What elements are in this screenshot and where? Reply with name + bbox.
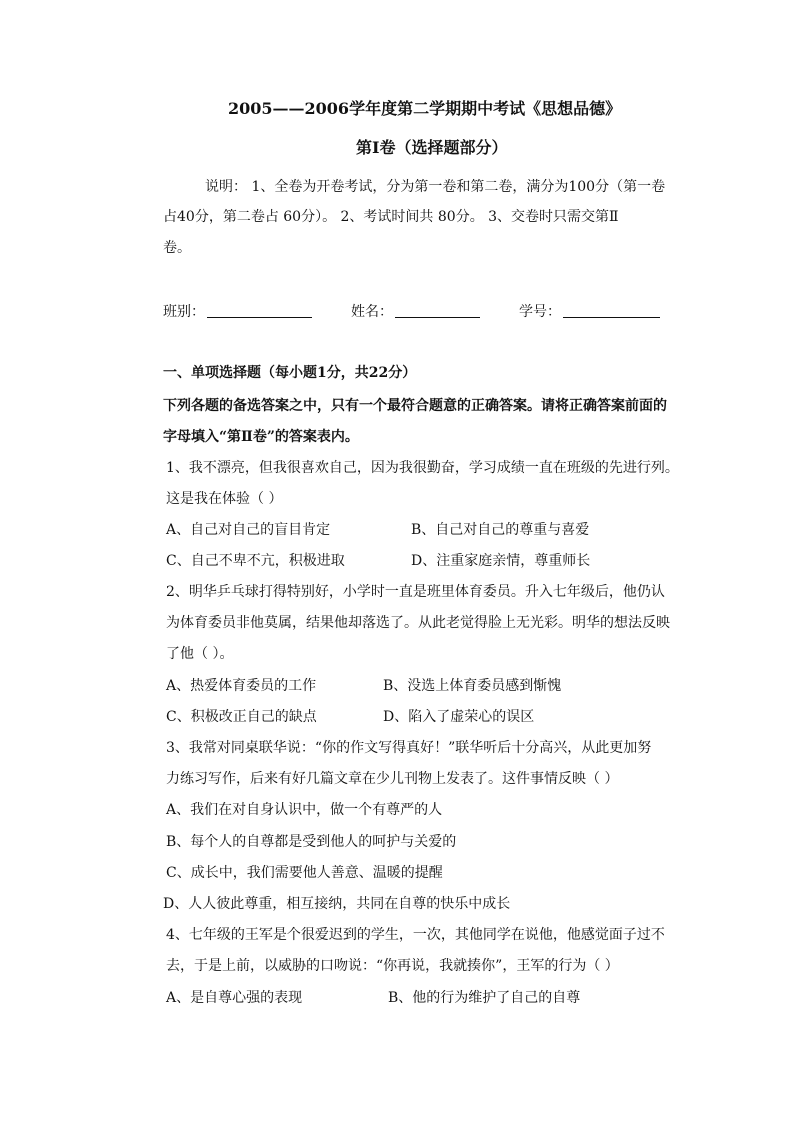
q2-option-b: B、没选上体育委员感到惭愧 [383, 678, 562, 694]
q2-stem-line-3: 了他（ ）。 [166, 646, 234, 662]
instructions-line-2: 占40分，第二卷占 60分）。 2、考试时间共 80分。 3、交卷时只需交第Ⅱ [163, 209, 619, 225]
name-field [351, 303, 480, 321]
q2-option-a: A、热爱体育委员的工作 [166, 678, 317, 694]
q2-stem-line-1: 2、明华乒乓球打得特别好，小学时一直是班里体育委员。升入七年级后，他仍认 [166, 584, 665, 600]
name-label: 姓名： [351, 304, 393, 320]
section-heading: 一、单项选择题（每小题1分，共22分） [163, 365, 417, 381]
q3-option-b: B、每个人的自尊都是受到他人的呵护与关爱的 [166, 834, 457, 850]
class-blank[interactable] [207, 303, 312, 318]
q4-option-b: B、他的行为维护了自己的自尊 [388, 990, 581, 1006]
q3-option-a: A、我们在对自身认识中，做一个有尊严的人 [166, 802, 443, 818]
q1-option-c: C、自己不卑不亢，积极进取 [166, 553, 345, 569]
q3-option-c: C、成长中，我们需要他人善意、温暖的提醒 [166, 865, 443, 881]
class-field [163, 303, 312, 321]
q1-option-d: D、注重家庭亲情，尊重师长 [411, 553, 591, 569]
exam-title: 2005——2006学年度第二学期期中考试《思想品德》 [228, 99, 622, 118]
q4-stem-line-1: 4、七年级的王军是个很爱迟到的学生，一次，其他同学在说他，他感觉面子过不 [166, 927, 665, 943]
q3-stem-line-1: 3、我常对同桌联华说：“你的作文写得真好！”联华听后十分高兴，从此更加努 [166, 740, 652, 756]
section-directions-line-1: 下列各题的备选答案之中，只有一个最符合题意的正确答案。请将正确答案前面的 [163, 398, 667, 414]
instructions-line-3: 卷。 [163, 240, 191, 256]
q4-option-a: A、是自尊心强的表现 [166, 990, 303, 1006]
q1-option-a: A、自己对自己的盲目肯定 [166, 522, 331, 538]
q3-option-d: D、人人彼此尊重，相互接纳，共同在自尊的快乐中成长 [163, 896, 511, 912]
section-directions-line-2: 字母填入“第Ⅱ卷”的答案表内。 [163, 429, 359, 445]
q2-option-d: D、陷入了虚荣心的误区 [383, 709, 535, 725]
student-id-field [519, 303, 660, 321]
q2-option-c: C、积极改正自己的缺点 [166, 709, 317, 725]
q1-stem-line-1: 1、我不漂亮，但我很喜欢自己，因为我很勤奋，学习成绩一直在班级的先进行列。 [166, 460, 679, 476]
q4-stem-line-2: 去，于是上前，以威胁的口吻说：“你再说，我就揍你”，王军的行为（ ） [166, 958, 619, 974]
paper-subtitle: 第Ⅰ卷（选择题部分） [356, 138, 508, 157]
instructions-line-1: 说明： 1、全卷为开卷考试，分为第一卷和第二卷，满分为100分（第一卷 [205, 179, 666, 195]
student-id-blank[interactable] [563, 303, 660, 318]
name-blank[interactable] [395, 303, 480, 318]
student-id-label: 学号： [519, 304, 561, 320]
class-label: 班别： [163, 304, 205, 320]
q1-stem-line-2: 这是我在体验（ ） [166, 491, 283, 507]
q3-stem-line-2: 力练习写作，后来有好几篇文章在少儿刊物上发表了。这件事情反映（ ） [166, 771, 619, 787]
q1-option-b: B、自己对自己的尊重与喜爱 [411, 522, 590, 538]
q2-stem-line-2: 为体育委员非他莫属，结果他却落选了。从此老觉得脸上无光彩。明华的想法反映 [166, 615, 670, 631]
